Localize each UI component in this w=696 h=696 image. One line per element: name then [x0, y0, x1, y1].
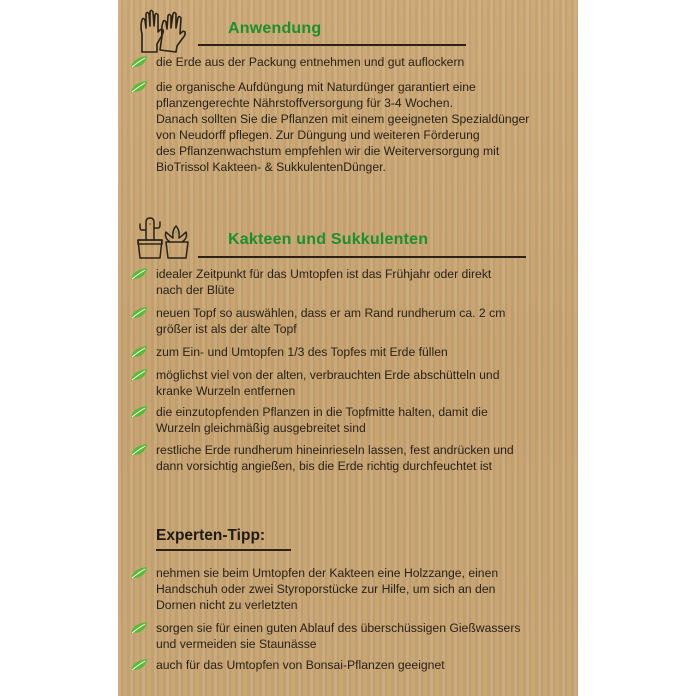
section-title: Kakteen und Sukkulenten: [228, 231, 429, 248]
green-leaf-icon: [130, 306, 148, 320]
section-kakteen-header: [118, 228, 578, 268]
list-item-text: die organische Aufdüngung mit Naturdünger garantiert eine pflanzengerechte Nährstoffversorgung für 3-4 Wochen. Danach sollten Sie die Pflanzen mit einem geeigneten Spezialdünger von Neudorff pflegen. Zur Düngung und weiteren Förderung des Pflanzenwachstum empfehlen wir die Weiterversorgung mit BioTrissol Kakteen- & SukkulentenDünger.: [156, 80, 530, 174]
list-item-text: idealer Zeitpunkt für das Umtopfen ist das Frühjahr oder direkt nach der Blüte: [156, 267, 492, 297]
heading-underline: [198, 44, 466, 46]
green-leaf-icon: [130, 80, 148, 94]
heading-underline: [156, 549, 291, 551]
green-leaf-icon: [130, 443, 148, 457]
heading-underline: [198, 256, 526, 258]
section-anwendung-header: [118, 18, 578, 58]
green-leaf-icon: [130, 345, 148, 359]
green-leaf-icon: [130, 55, 148, 69]
list-item-text: zum Ein- und Umtopfen 1/3 des Topfes mit Erde füllen: [156, 345, 448, 359]
list-item-text: nehmen sie beim Umtopfen der Kakteen eine Holzzange, einen Handschuh oder zwei Styroporstücke zur Hilfe, um sich an den Dornen nicht zu verletzten: [156, 566, 499, 612]
list-item-text: die Erde aus der Packung entnehmen und gut auflockern: [156, 55, 465, 69]
green-leaf-icon: [130, 267, 148, 281]
section-title: Anwendung: [228, 20, 322, 37]
packaging-panel: [118, 0, 578, 696]
list-item-text: die einzutopfenden Pflanzen in die Topfmitte halten, damit die Wurzeln gleichmäßig ausgebreitet sind: [156, 405, 488, 435]
green-leaf-icon: [130, 566, 148, 580]
list-item-text: restliche Erde rundherum hineinrieseln lassen, fest andrücken und dann vorsichtig angießen, bis die Erde richtig durchfeuchtet ist: [156, 443, 514, 473]
list-item-text: auch für das Umtopfen von Bonsai-Pflanzen geeignet: [156, 658, 445, 672]
list-item-text: möglichst viel von der alten, verbrauchten Erde abschütteln und kranke Wurzeln entfernen: [156, 368, 500, 398]
green-leaf-icon: [130, 658, 148, 672]
list-item-text: sorgen sie für einen guten Ablauf des überschüssigen Gießwassers und vermeiden sie Staunässe: [156, 621, 521, 651]
list-item-text: neuen Topf so auswählen, dass er am Rand rundherum ca. 2 cm größer ist als der alte Topf: [156, 306, 506, 336]
green-leaf-icon: [130, 368, 148, 382]
green-leaf-icon: [130, 621, 148, 635]
section-title: Experten-Tipp:: [156, 527, 266, 544]
green-leaf-icon: [130, 405, 148, 419]
